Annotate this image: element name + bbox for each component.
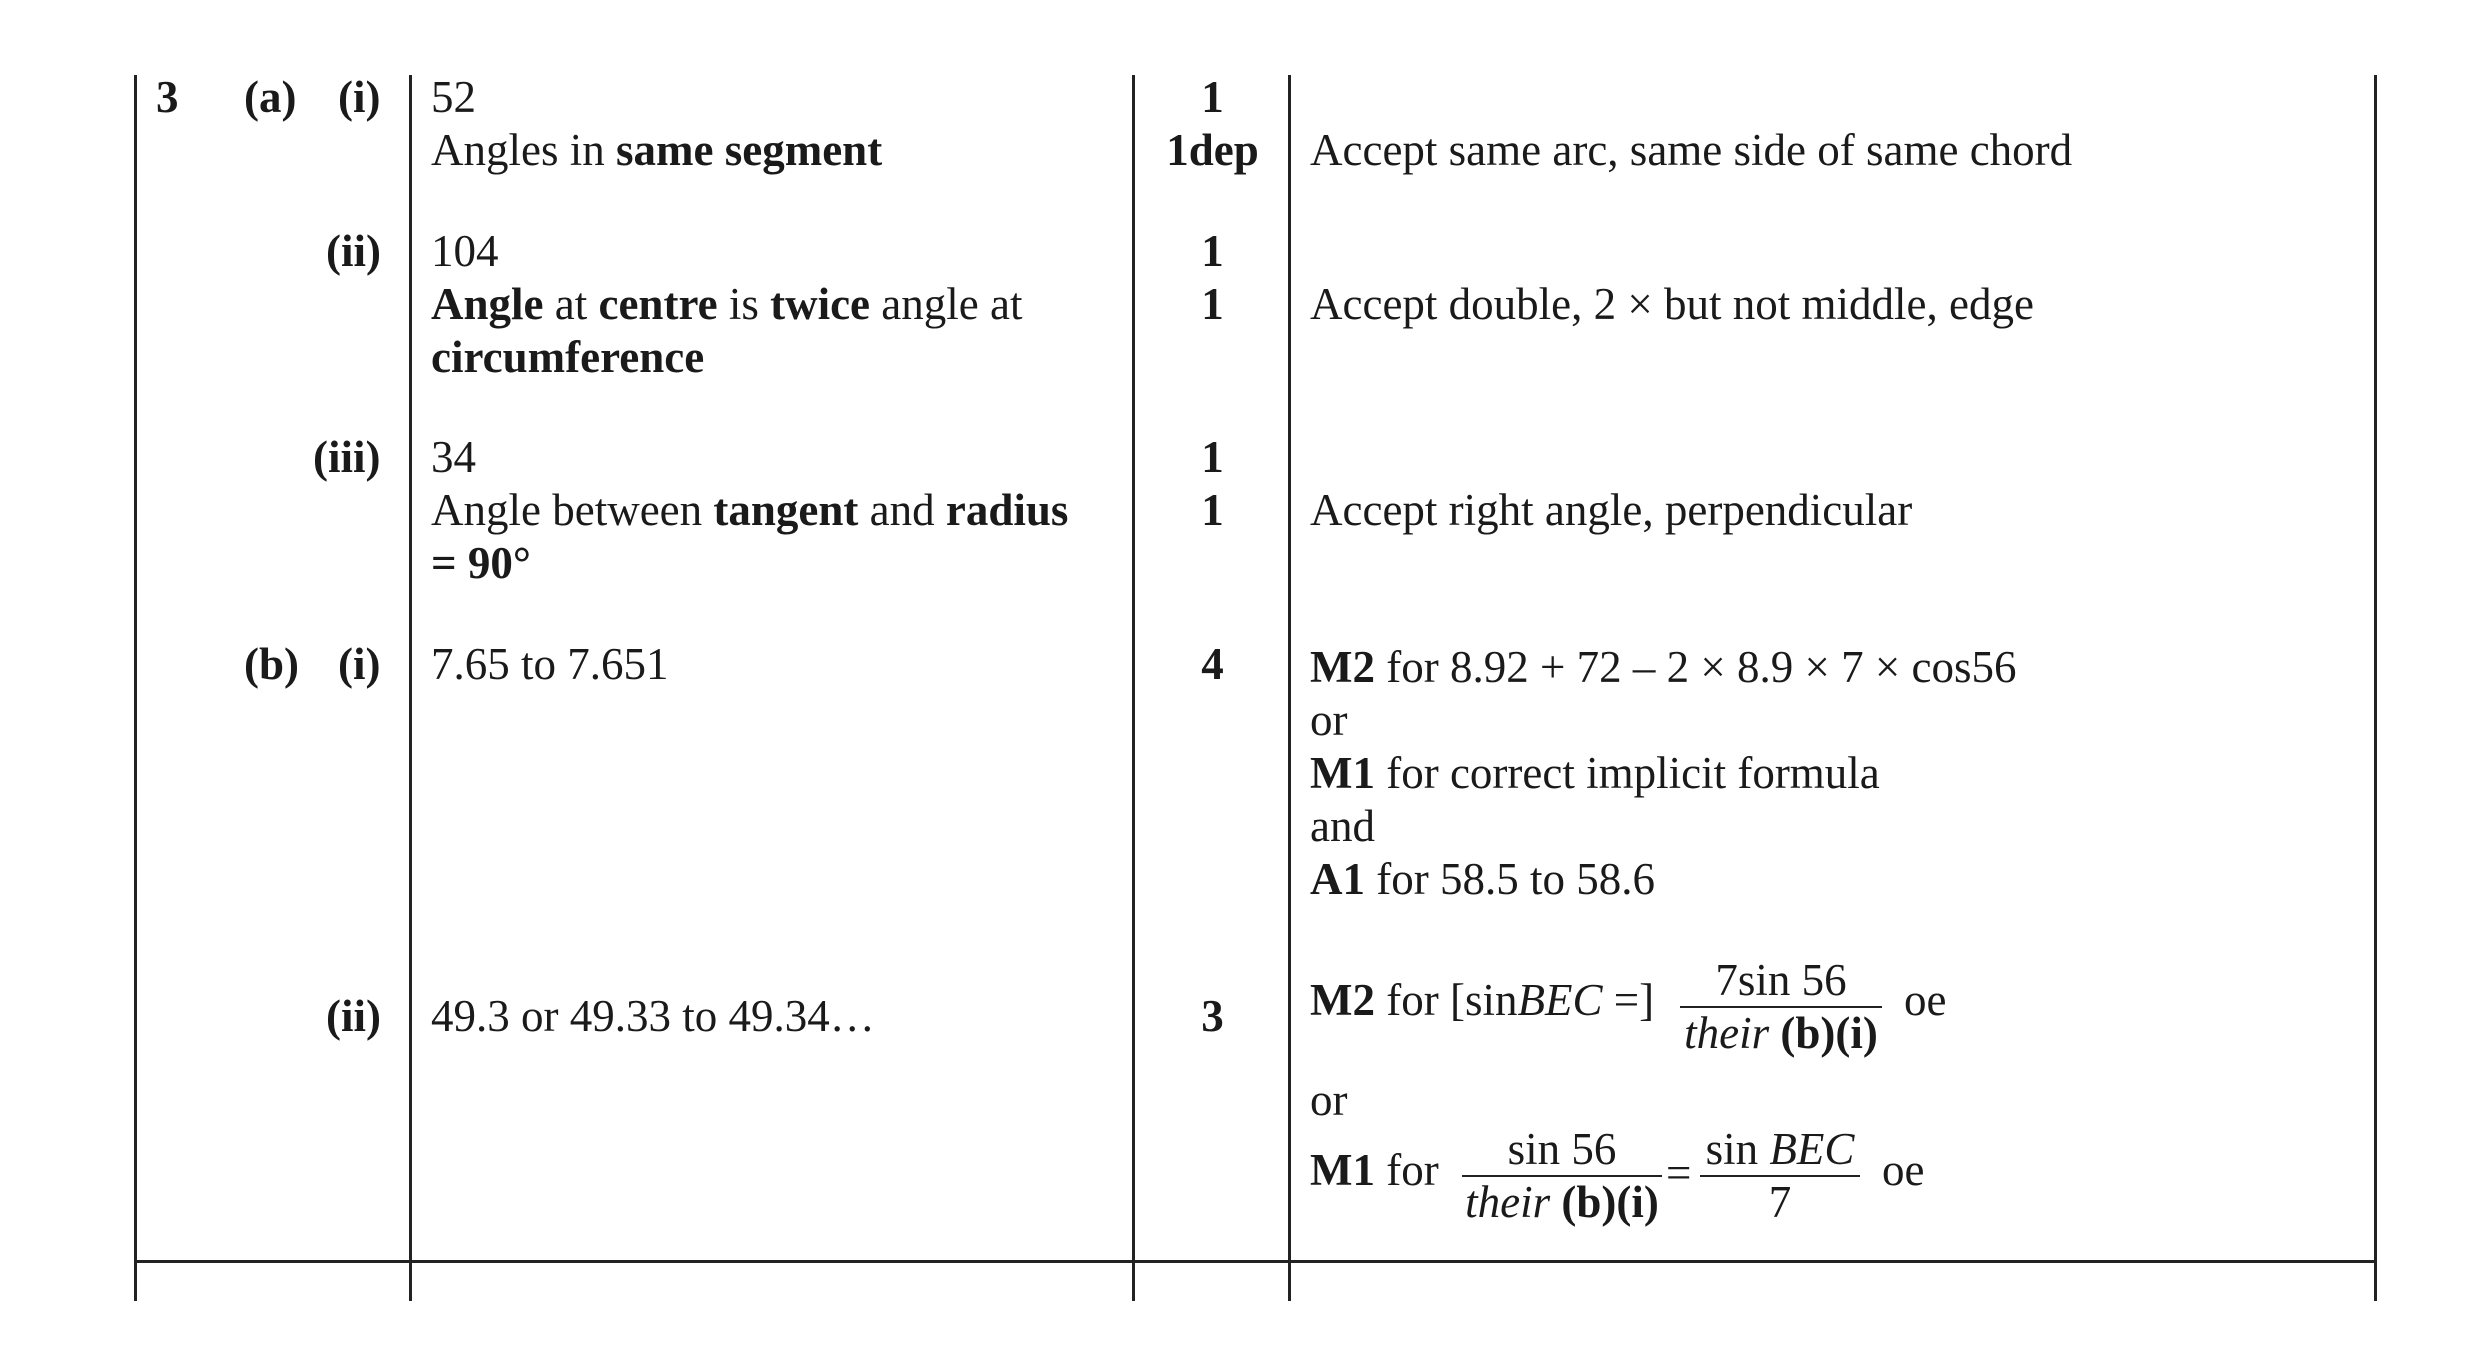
note-a-i: Accept same arc, same side of same chord [1310,125,2073,175]
note-b-i-a1: A1 for 58.5 to 58.6 [1310,854,1655,904]
fraction-1-denominator: their (b)(i) [1684,1008,1878,1058]
note-a-ii: Accept double, 2 × but not middle, edge [1310,279,2034,329]
mark-a-i-1: 1 [1201,72,1224,122]
sub-i-label: (i) [338,72,381,122]
answer-a-ii-value: 104 [431,226,499,276]
answer-b-i-value: 7.65 to 7.651 [431,639,669,689]
note-b-i-m2: M2 for 8.92 + 72 – 2 × 8.9 × 7 × cos56 [1310,642,2017,692]
note-b-ii-or: or [1310,1075,1348,1125]
fraction-3-denominator: 7 [1768,1177,1792,1227]
equals-sign: = [1666,1148,1692,1198]
mark-a-iii-1: 1 [1201,432,1224,482]
note-b-ii-oe-2: oe [1882,1145,1925,1195]
question-number: 3 [156,72,179,122]
mark-b-i: 4 [1201,639,1224,689]
note-b-ii-m2: M2 for [sinBEC =] [1310,975,1655,1025]
mark-a-ii-2: 1 [1201,279,1224,329]
table-border-left [134,75,137,1301]
mark-b-ii: 3 [1201,991,1224,1041]
fraction-2-denominator: their (b)(i) [1465,1177,1659,1227]
answer-a-ii-reason-line2: circumference [431,332,705,382]
answer-a-i-reason: Angles in same segment [431,125,883,175]
sub-ii-label: (ii) [326,226,381,276]
answer-a-iii-reason-line2: = 90° [431,538,531,588]
note-a-iii: Accept right angle, perpendicular [1310,485,1913,535]
sub-b-ii-label: (ii) [326,991,381,1041]
mark-a-iii-2: 1 [1201,485,1224,535]
table-divider-answer [409,75,412,1301]
sub-b-i-label: (i) [338,639,381,689]
mark-a-i-2: 1dep [1166,125,1259,175]
part-b-label: (b) [244,639,299,689]
note-b-i-m1: M1 for correct implicit formula [1310,748,1880,798]
table-row-bottom-border [134,1260,2377,1263]
answer-a-ii-reason-line1: Angle at centre is twice angle at [431,279,1023,329]
part-a-label: (a) [244,72,297,122]
note-b-ii-oe-1: oe [1904,975,1947,1025]
note-b-ii-m1: M1 for [1310,1145,1439,1195]
note-b-i-and: and [1310,801,1375,851]
answer-a-iii-reason-line1: Angle between tangent and radius [431,485,1069,535]
answer-b-ii-value: 49.3 or 49.33 to 49.34… [431,991,875,1041]
mark-a-ii-1: 1 [1201,226,1224,276]
table-border-right [2374,75,2377,1301]
fraction-3-numerator: sin BEC [1705,1124,1855,1174]
fraction-2-numerator: sin 56 [1507,1124,1617,1174]
note-b-i-or: or [1310,695,1348,745]
fraction-1-numerator: 7sin 56 [1715,955,1847,1005]
answer-a-i-value: 52 [431,72,476,122]
sub-iii-label: (iii) [313,432,381,482]
answer-a-iii-value: 34 [431,432,476,482]
